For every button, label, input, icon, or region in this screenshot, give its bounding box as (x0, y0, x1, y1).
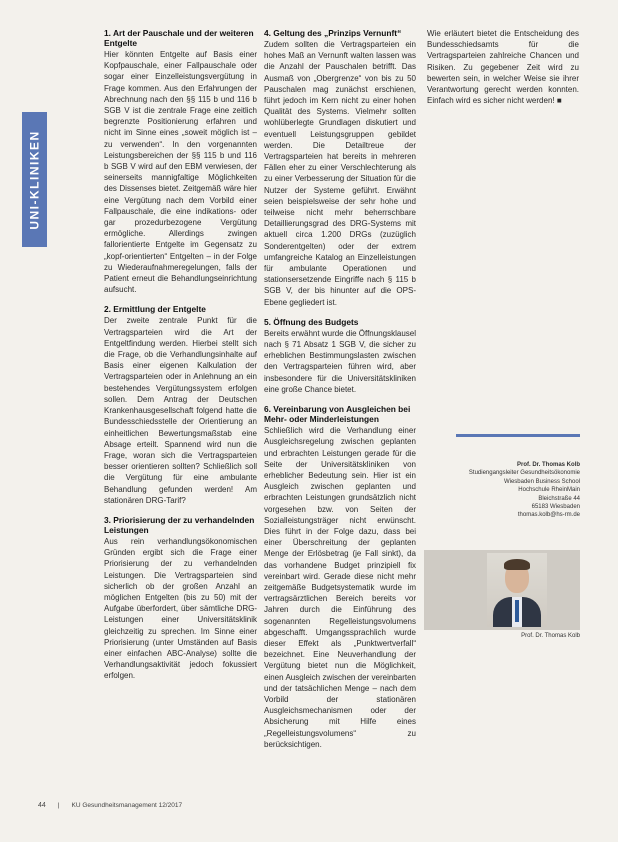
page-footer (38, 802, 182, 809)
footer-divider: | (57, 802, 60, 809)
section-1-body: Hier könnten Entgelte auf Basis einer Kopfpauschale, einer Fallpauschale oder sogar einer Einzelleistungsvergütung in Frage kommen. Aus den Erfahrungen der Abrechnung nach den §§ 115 b und 116 b SGB V ist die zentrale Frage eine zeitlich begrenzte Positionierung erfahren und nicht im Sinne eines „soweit möglich ist – zu verwenden“. In den vorgenannten Leistungsbereichen der §§ 115 b und 116 b SGB V wird auf den EBM verwiesen, der seinerseits mannigfaltige Möglichkeiten des Dissenses bietet. Zeitgemäß wäre hier eine Vergütung nach dem Vorbild einer Fallpauschale, die eine indikations- oder gar prozedurbezogene Vergütung ermögliche. Allerdings zwingen fallorientierte Entgelte im Gegensatz zu „kopf-orientierten“ Entgelten – in der Folge zu Wiederaufnahmeregelungen, falls der Patient erneut die Behandlungseinrichtung aufsucht. (104, 50, 257, 295)
column-2 (264, 28, 416, 759)
journal-name: KU Gesundheitsmanagement 12/2017 (71, 802, 183, 809)
author-street: Bleichstraße 44 (538, 495, 580, 502)
page-number: 44 (38, 802, 46, 809)
author-email: thomas.kolb@hs-rm.de (517, 512, 580, 519)
closing-paragraph: Wie erläutert bietet die Entscheidung des Bundesschiedsamts für die Vertragsparteien zahlreiche Chancen und Risiken. Zu gegebener Zeit wird zu bewerten sein, in welcher Weise sie ihrer Verantwortung gerecht werden konnten. Einfach wird es sicher nicht werden! ■ (427, 29, 579, 106)
author-school: Wiesbaden Business School (503, 478, 580, 485)
author-city: 65183 Wiesbaden (531, 504, 580, 511)
section-4-heading: 4. Geltung des „Prinzips Vernunft“ (264, 28, 402, 38)
section-6-heading: 6. Vereinbarung von Ausgleichen bei Mehr- oder Minderleistungen (264, 404, 411, 425)
section-3-body: Aus rein verhandlungsökonomischen Gründen ergibt sich die Frage einer Priorisierung der zu verhandelnden Leistungen. Die Vertragsparteien sind sicherlich ob der großen Anzahl an möglichen Entgelten (bis zu 50) mit der Aufgabe überfordert, über sämtliche DRG-Leistungen einer Universitätsklinik gleichzeitig zu sprechen. Im Sinne einer Priorisierung (unter Umständen auf Basis einer einfachen ABC-Analyse) sollte die Verhandlungsaktivität jedoch fokussiert erfolgen. (104, 536, 257, 681)
photo-caption: Prof. Dr. Thomas Kolb (521, 633, 580, 639)
section-1-heading: 1. Art der Pauschale und der weiteren Entgelte (104, 28, 254, 48)
section-tab-label: UNI-KLINIKEN (27, 129, 42, 230)
author-name: Prof. Dr. Thomas Kolb (516, 462, 580, 468)
section-3-heading: 3. Priorisierung der zu verhandelnden Leistungen (104, 514, 255, 535)
column-3 (427, 28, 579, 115)
section-6-body: Schließlich wird die Verhandlung einer Ausgleichsregelung zwischen geplanten und erbrachten Leistungen gerade für die Seite der Universitätskliniken von erheblicher Bedeutung sein. Hier ist ein Ausgleich zwischen geplanten und erbrachten Leistungen grundsätzlich nicht vorgesehen bzw. von Seiten der Sozialleistungsträger nicht erwünscht. Dies führt in der Folge dazu, dass bei einer Überschreitung der geplanten Menge der Erlösbetrag (je Fall sinkt), da das vorhandene Budget prinzipiell fix vereinbart wird. Gerade diese nicht mehr zeitgemäße Budgetsystematik wurde im vertragsärztlichen Bereich bereits vor Jahren durch die Einführung des sogenannten Regelleistungsvolumens abgeschafft. Umgangssprachlich wurde dieser Effekt als „Punktwertverfall“ bezeichnet. Eine Neuverhandlung der Vergütung bietet nun die Möglichkeit, einen Ausgleich zwischen der vereinbarten und der tatsächlichen Menge – nach dem Vorbild der stationären Ausgleichsmechanismen oder der Absicherung mit Hilfe eines „Regelleistungsvolumens“ zu berücksichtigen. (264, 426, 416, 749)
column-1 (104, 28, 257, 691)
author-photo (487, 553, 547, 627)
author-title: Studiengangsleiter Gesundheitsökonomie (468, 470, 580, 477)
section-5-body: Bereits erwähnt wurde die Öffnungsklausel nach § 71 Absatz 1 SGB V, die sicher zu erheblichen Bestimmungslasten zwischen den Vertragsparteien führen wird, aber insbesondere für die Universitätskliniken eine große Chance bietet. (264, 328, 416, 394)
author-institution: Hochschule RheinMain (518, 487, 580, 494)
section-5-heading: 5. Öffnung des Budgets (264, 316, 359, 327)
section-2-body: Der zweite zentrale Punkt für die Vertragsparteien wird die Art der Entgeltfindung werden. Hierbei stellt sich die Frage, ob die Verhandlungsinhalte auf Basis einer eigenen Kalkulation der Vertragsparteien oder in Anlehnung an ein bestehendes Vergütungssystem erfolgen sollen. Dem Antrag der Deutschen Krankenhausgesellschaft folgend hatte die Bundesschiedsstelle der Orientierung an einheitlichen Bewertungsmaßstab eine Absage erteilt. Spannend wird nun die Frage, woran sich die Vertragsparteien besser orientieren sollten? Schließlich soll die Vergütung für eine ambulante Behandlung gefunden werden! Am stationären DRG-Tarif? (104, 316, 257, 505)
section-4-body: Zudem sollten die Vertragsparteien ein hohes Maß an Vernunft walten lassen was die Anzahl der Pauschalen betrifft. Das Ausmaß von „Obergrenze“ von bis zu 50 Pauschalen mag zunächst erschienen, führt jedoch im Kern nicht zu einer hohen Qualität des Systems. Vielmehr sollten wohlüberlegte Grundlagen diskutiert und eventuell Leistungsgruppen gebildet werden. Die Detailtreue der Vertragsparteien hat bereits in mehreren Fällen eher zu einer Verschlechterung als zu einer Verbesserung der Situation für die Nutzer der Systeme geführt. Erwähnt seien beispielsweise der sehr hohe und teilweise nicht mehr beherrschbare Detaillierungsgrad des DRG-Systems mit aktuell circa 1.200 DRGs (zuzüglich Sonderentgelten) oder der extrem umfangreiche Katalog an Einzelleistungen für ambulante Operationen und stationsersetzende Eingriffe nach § 115 b SGB V, der bis hinunter auf die OPS-Ebene gegliedert ist. (264, 40, 416, 307)
section-2-heading: 2. Ermittlung der Entgelte (104, 304, 206, 315)
divider-rule (456, 434, 580, 437)
section-tab (22, 112, 47, 247)
author-box (424, 461, 580, 520)
